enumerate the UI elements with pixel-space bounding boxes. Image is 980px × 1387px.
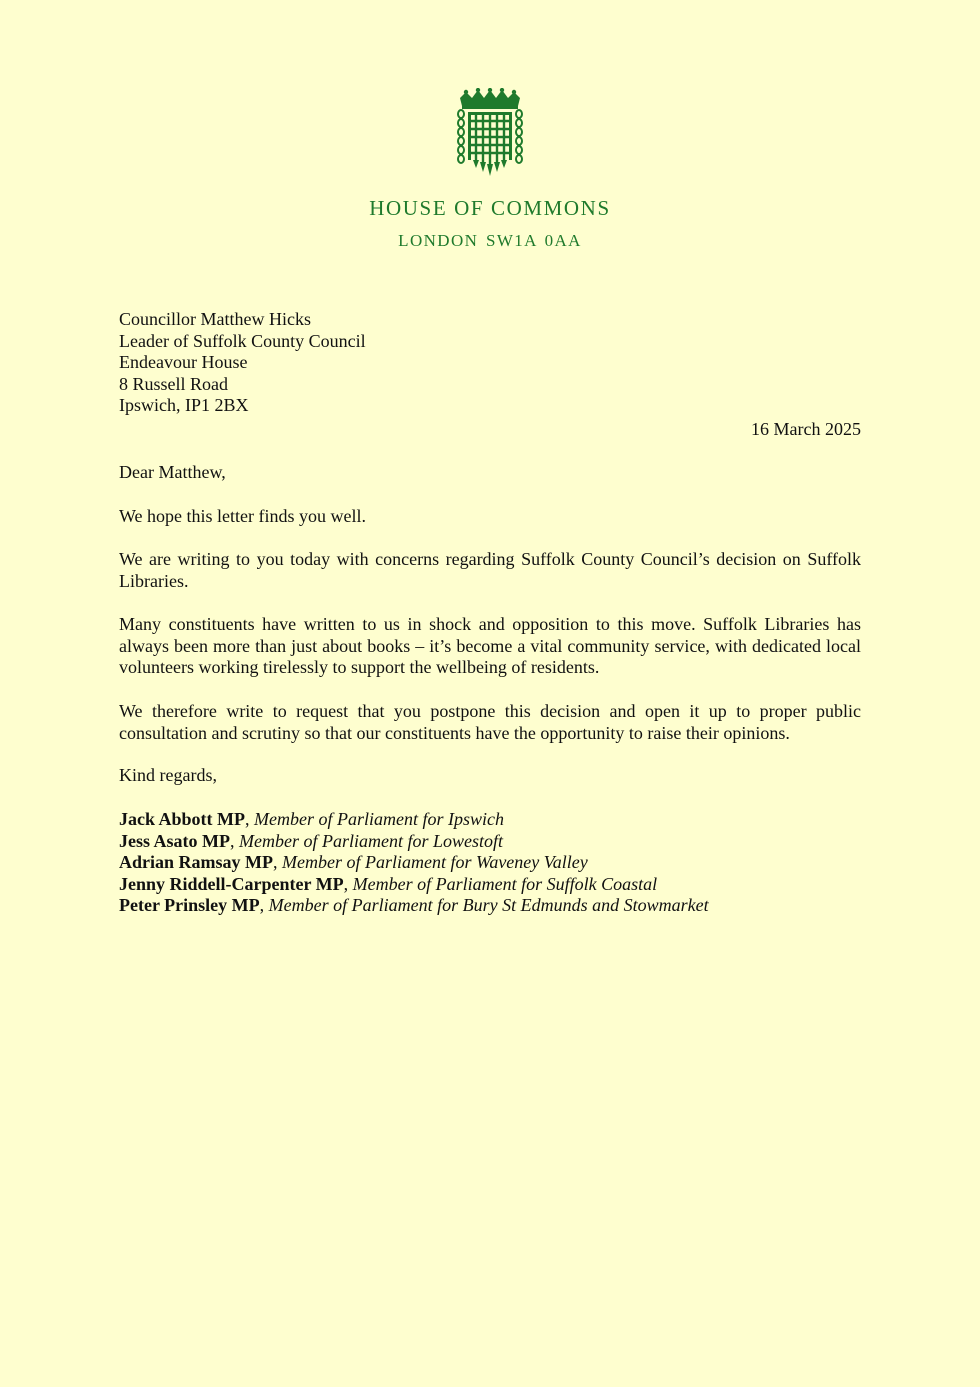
signatory-name: Jenny Riddell-Carpenter MP [119, 873, 344, 894]
recipient-town: Ipswich, IP1 2BX [119, 395, 249, 415]
portcullis-crest-icon [452, 88, 528, 176]
signatory: Jack Abbott MP, Member of Parliament for Ipswich [119, 809, 504, 829]
signatory-role: Member of Parliament for Bury St Edmunds and Stowmarket [268, 895, 709, 915]
signatory-role: Member of Parliament for Lowestoft [239, 830, 503, 851]
signatory-role: Member of Parliament for Waveney Valley [282, 852, 588, 872]
signatory: Adrian Ramsay MP, Member of Parliament for Waveney Valley [119, 852, 588, 872]
recipient-street: 8 Russell Road [119, 373, 229, 394]
signatory-name: Adrian Ramsay MP [119, 852, 273, 872]
closing: Kind regards, [119, 765, 217, 785]
paragraph: We therefore write to request that you postpone this decision and open it up to proper public consultation and scrutiny so that our constituents have the opportunity to raise their opinions. [119, 701, 861, 743]
signatory-name: Peter Prinsley MP [119, 895, 260, 915]
organisation-address: LONDON SW1A 0AA [398, 231, 582, 250]
recipient-address-block [119, 309, 366, 417]
letter-date: 16 March 2025 [751, 419, 861, 439]
signatory-name: Jack Abbott MP [119, 809, 245, 829]
recipient-title: Leader of Suffolk County Council [119, 330, 366, 351]
signatory: Peter Prinsley MP, Member of Parliament for Bury St Edmunds and Stowmarket [119, 895, 709, 915]
organisation-name: HOUSE OF COMMONS [369, 196, 611, 220]
signatories-list [119, 809, 709, 917]
salutation: Dear Matthew, [119, 462, 226, 482]
paragraph: We are writing to you today with concerns regarding Suffolk County Council’s decision on Suffolk Libraries. [119, 549, 861, 591]
recipient-building: Endeavour House [119, 352, 248, 372]
signatory-name: Jess Asato MP [119, 830, 230, 851]
paragraph: Many constituents have written to us in shock and opposition to this move. Suffolk Libraries has always been more than just about books – it’s become a vital community service, with dedicated local volunteers working tirelessly to support the wellbeing of residents. [119, 614, 861, 677]
paragraph: We hope this letter finds you well. [119, 506, 366, 526]
recipient-name: Councillor Matthew Hicks [119, 309, 311, 329]
signatory-role: Member of Parliament for Suffolk Coastal [352, 873, 658, 894]
signatory: Jess Asato MP, Member of Parliament for Lowestoft [119, 830, 503, 851]
signatory: Jenny Riddell-Carpenter MP, Member of Parliament for Suffolk Coastal [119, 873, 658, 894]
signatory-role: Member of Parliament for Ipswich [254, 809, 504, 829]
